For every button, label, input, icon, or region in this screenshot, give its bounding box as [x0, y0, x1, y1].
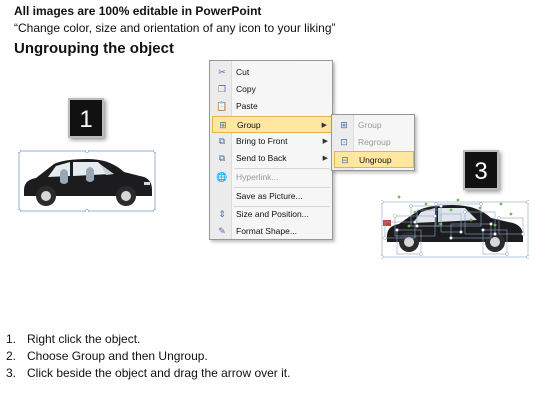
- menu-item-hyperlink[interactable]: [212, 169, 332, 186]
- menu-item-size-and-position[interactable]: [212, 206, 332, 223]
- regroup-icon: ⊡: [340, 137, 348, 147]
- instruction-item: 2. Choose Group and then Ungroup.: [6, 349, 208, 363]
- menu-item-label: Cut: [236, 67, 250, 77]
- header-subtitle: “Change color, size and orientation of any icon to your liking”: [14, 21, 336, 35]
- chevron-right-icon: ▶: [322, 138, 328, 145]
- menu-item-label: Save as Picture...: [236, 191, 303, 201]
- menu-item-label: Ungroup: [359, 155, 392, 165]
- car-grouped-object[interactable]: [18, 150, 156, 212]
- instructions-list: [6, 331, 290, 382]
- context-menu: [209, 60, 333, 240]
- menu-item-copy[interactable]: [212, 81, 332, 98]
- size-position-icon: ⇕: [218, 209, 226, 219]
- chevron-right-icon: ▶: [322, 155, 328, 162]
- scissors-icon: ✂: [218, 67, 226, 77]
- car-icon: [381, 194, 529, 259]
- instruction-item: 1. Right click the object.: [6, 332, 141, 346]
- menu-item-label: Group: [358, 120, 382, 130]
- menu-item-save-as-picture[interactable]: [212, 188, 332, 205]
- group-submenu: [331, 114, 415, 171]
- send-to-back-icon: ⧉: [218, 153, 226, 163]
- bring-to-front-icon: ⧉: [218, 136, 226, 146]
- format-shape-icon: ✎: [218, 226, 226, 236]
- copy-icon: ❐: [217, 84, 227, 94]
- menu-item-cut[interactable]: [212, 64, 332, 81]
- menu-item-label: Paste: [236, 101, 258, 111]
- page-title: Ungrouping the object: [14, 40, 174, 57]
- header-editable-note: All images are 100% editable in PowerPoint: [14, 4, 262, 18]
- menu-item-group[interactable]: [212, 116, 332, 133]
- step-1-badge: 1: [68, 98, 104, 138]
- instruction-item: 3. Click beside the object and drag the arrow over it.: [6, 366, 291, 380]
- menu-item-label: Copy: [236, 84, 256, 94]
- menu-item-label: Hyperlink...: [236, 172, 279, 182]
- group-icon: ⊞: [340, 120, 348, 130]
- submenu-item-regroup[interactable]: [334, 134, 414, 151]
- menu-item-send-to-back[interactable]: [212, 150, 332, 167]
- paste-icon: 📋: [216, 101, 228, 111]
- chevron-right-icon: ▶: [321, 122, 327, 129]
- menu-item-label: Bring to Front: [236, 136, 288, 146]
- menu-item-paste[interactable]: [212, 98, 332, 115]
- submenu-item-group[interactable]: [334, 117, 414, 134]
- menu-item-label: Regroup: [358, 137, 391, 147]
- menu-item-label: Size and Position...: [236, 209, 309, 219]
- step-3-badge: 3: [463, 150, 499, 190]
- car-ungrouped-parts[interactable]: [381, 194, 529, 259]
- hyperlink-icon: 🌐: [216, 172, 228, 182]
- ungroup-icon: ⊟: [341, 155, 349, 165]
- submenu-item-ungroup[interactable]: [334, 151, 414, 168]
- menu-item-bring-to-front[interactable]: [212, 133, 332, 150]
- menu-item-label: Send to Back: [236, 153, 287, 163]
- menu-item-format-shape[interactable]: [212, 223, 332, 240]
- menu-item-label: Format Shape...: [236, 226, 297, 236]
- menu-item-label: Group: [237, 120, 261, 130]
- car-icon: [18, 150, 156, 212]
- group-icon: ⊞: [219, 120, 227, 130]
